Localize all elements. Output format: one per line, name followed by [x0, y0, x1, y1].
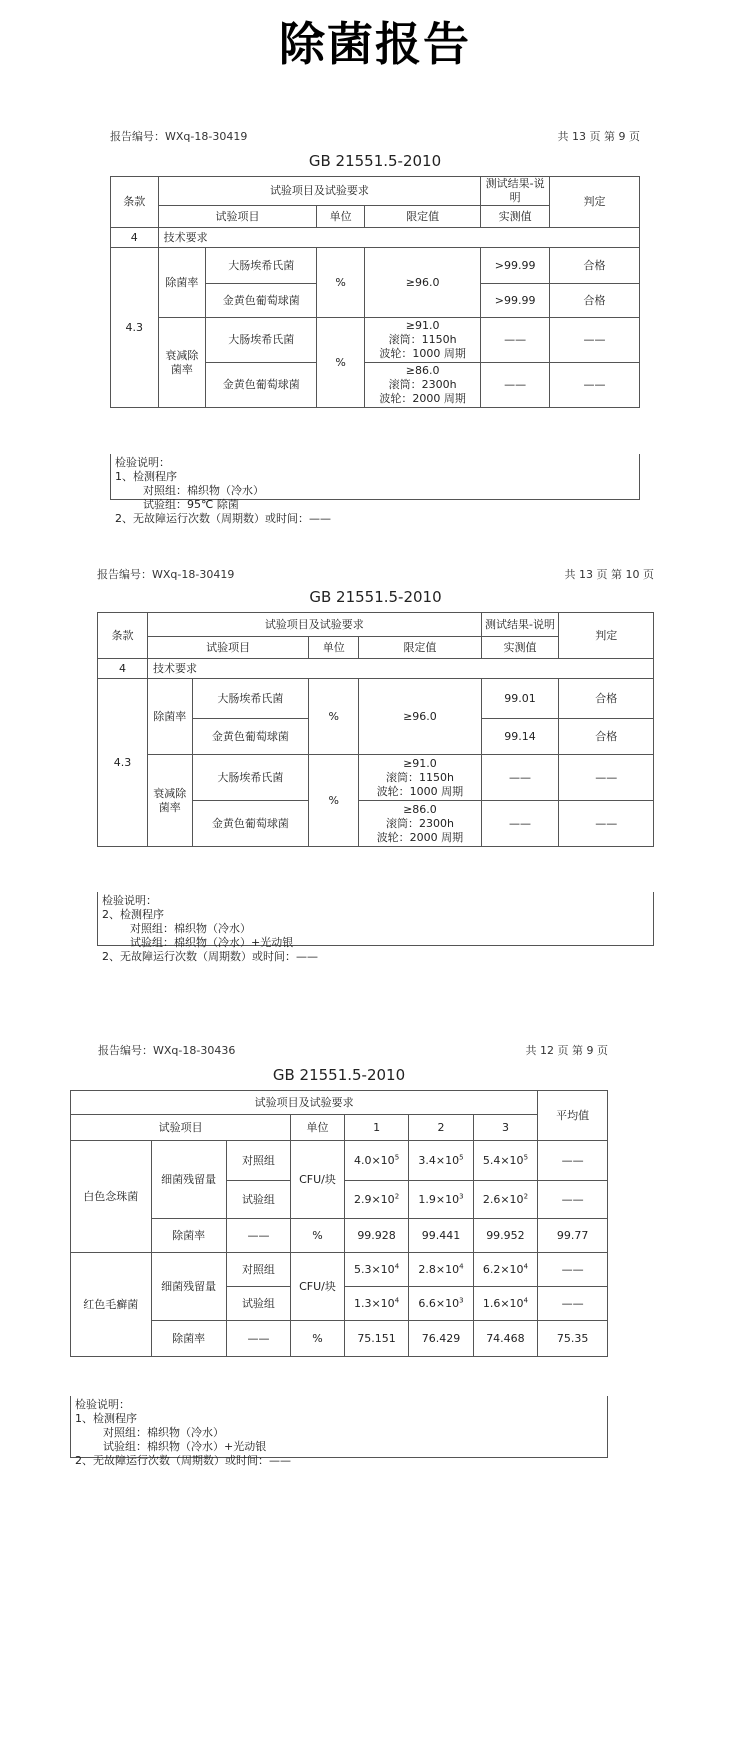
- clause-4-3: 4.3: [98, 679, 148, 847]
- average-dash: ——: [538, 1181, 608, 1219]
- header-item: 试验项目: [148, 637, 309, 659]
- value-base: 2.8×10: [418, 1262, 460, 1276]
- judgement-dash: ——: [559, 801, 654, 847]
- staph-label: 金黄色葡萄球菌: [206, 363, 317, 408]
- value-exponent: 4: [523, 1261, 529, 1270]
- organism-candida: 白色念珠菌: [71, 1141, 152, 1253]
- ecoli-label: 大肠埃希氏菌: [206, 318, 317, 363]
- notes-line: 试验组：95℃ 除菌: [143, 498, 239, 511]
- value-base: 2.6×10: [482, 1192, 524, 1206]
- value-exponent: 5: [394, 1152, 400, 1161]
- header-item: 试验项目: [158, 206, 317, 228]
- header-result: 测试结果-说明: [481, 177, 550, 206]
- limit-line: 波轮：1000 周期: [376, 784, 464, 798]
- control-value-1: [344, 1141, 408, 1181]
- page-info: 共 13 页 第 10 页: [564, 568, 654, 581]
- judgement-staph: 合格: [550, 284, 640, 318]
- notes-line: 试验组：棉织物（冷水）+光动银: [103, 1440, 267, 1453]
- notes-line: 1、检测程序: [115, 470, 177, 483]
- test-value-1: [344, 1287, 408, 1321]
- ecoli-label: 大肠埃希氏菌: [192, 679, 309, 719]
- measured-dash: ——: [481, 755, 559, 801]
- limit-drum-1150: [364, 318, 480, 363]
- limit-drum-2300: [359, 801, 481, 847]
- value-exponent: 4: [459, 1261, 464, 1270]
- header-items-requirements: 试验项目及试验要求: [148, 613, 482, 637]
- header-judgement: 判定: [550, 177, 640, 228]
- value-exponent: 2: [394, 1191, 400, 1200]
- header-judgement: 判定: [559, 613, 654, 659]
- measured-dash: ——: [481, 801, 559, 847]
- value-exponent: 3: [459, 1295, 464, 1304]
- value-base: 5.3×10: [353, 1262, 395, 1276]
- tech-requirements: 技术要求: [158, 228, 639, 248]
- unit-cfu: CFU/块: [291, 1253, 345, 1321]
- ecoli-label: 大肠埃希氏菌: [192, 755, 309, 801]
- test-value-2: [409, 1287, 473, 1321]
- unit-percent: %: [309, 679, 359, 755]
- measured-ecoli: >99.99: [481, 248, 550, 284]
- notes-line: 2、检测程序: [102, 908, 164, 921]
- unit-percent: %: [309, 755, 359, 847]
- measured-ecoli: 99.01: [481, 679, 559, 719]
- test-value-2: [409, 1181, 473, 1219]
- report-number: 报告编号：WXq-18-30436: [98, 1044, 236, 1057]
- standard-code: GB 21551.5-2010: [309, 588, 442, 606]
- report-2: [97, 566, 654, 963]
- value-base: 4.0×10: [353, 1153, 395, 1167]
- removal-dash: ——: [226, 1219, 290, 1253]
- limit-line: ≥91.0: [403, 756, 437, 770]
- removal-value-2: 76.429: [409, 1321, 473, 1357]
- decay-removal-label: 衰减除菌率: [148, 755, 192, 847]
- staph-label: 金黄色葡萄球菌: [206, 284, 317, 318]
- clause-4: 4: [98, 659, 148, 679]
- limit-value: ≥96.0: [359, 679, 481, 755]
- removal-value-3: 99.952: [473, 1219, 537, 1253]
- judgement-ecoli: 合格: [550, 248, 640, 284]
- average-dash: ——: [538, 1141, 608, 1181]
- standard-code: GB 21551.5-2010: [272, 1066, 406, 1084]
- value-base: 2.9×10: [353, 1192, 395, 1206]
- page-info: 共 13 页 第 9 页: [557, 130, 640, 143]
- control-value-1: [344, 1253, 408, 1287]
- measured-staph: >99.99: [481, 284, 550, 318]
- value-exponent: 3: [459, 1191, 464, 1200]
- value-exponent: 5: [523, 1152, 529, 1161]
- removal-value-1: 99.928: [344, 1219, 408, 1253]
- removal-value-3: 74.468: [473, 1321, 537, 1357]
- measured-dash: ——: [481, 363, 550, 408]
- clause-4: 4: [111, 228, 159, 248]
- value-base: 5.4×10: [482, 1153, 524, 1167]
- value-exponent: 4: [394, 1261, 400, 1270]
- judgement-ecoli: 合格: [559, 679, 654, 719]
- value-base: 6.2×10: [482, 1262, 524, 1276]
- removal-rate-label: 除菌率: [151, 1321, 226, 1357]
- inspection-notes: [110, 454, 640, 525]
- notes-line: 1、检测程序: [75, 1412, 137, 1425]
- header-result: 测试结果-说明: [481, 613, 559, 637]
- test-value-3: [473, 1181, 537, 1219]
- header-clause: 条款: [98, 613, 148, 659]
- measured-staph: 99.14: [481, 719, 559, 755]
- notes-line: 对照组：棉织物（冷水）: [143, 484, 264, 497]
- value-base: 1.3×10: [353, 1296, 395, 1310]
- removal-rate-label: 除菌率: [151, 1219, 226, 1253]
- value-base: 3.4×10: [418, 1153, 460, 1167]
- header-items-requirements: 试验项目及试验要求: [71, 1091, 538, 1115]
- unit-percent: %: [291, 1321, 345, 1357]
- notes-line: 试验组：棉织物（冷水）+光动银: [130, 936, 294, 949]
- header-unit: 单位: [291, 1115, 345, 1141]
- value-exponent: 4: [523, 1295, 529, 1304]
- test-value-1: [344, 1181, 408, 1219]
- removal-rate-label: 除菌率: [148, 679, 192, 755]
- organism-trichophyton: 红色毛癣菌: [71, 1253, 152, 1357]
- limit-line: ≥86.0: [405, 364, 440, 377]
- limit-value: ≥96.0: [364, 248, 480, 318]
- header-unit: 单位: [317, 206, 365, 228]
- unit-percent: %: [317, 248, 365, 318]
- limit-line: 滚筒：2300h: [385, 816, 454, 830]
- removal-average: 75.35: [538, 1321, 608, 1357]
- removal-value-1: 75.151: [344, 1321, 408, 1357]
- value-base: 1.9×10: [418, 1192, 460, 1206]
- average-dash: ——: [538, 1253, 608, 1287]
- limit-line: 波轮：2000 周期: [379, 392, 466, 405]
- judgement-staph: 合格: [559, 719, 654, 755]
- value-exponent: 5: [459, 1152, 464, 1161]
- inspection-notes: [70, 1396, 608, 1467]
- control-group-label: 对照组: [226, 1141, 290, 1181]
- limit-line: 波轮：1000 周期: [379, 347, 466, 360]
- limit-line: 滚筒：1150h: [385, 770, 454, 784]
- notes-heading: 检验说明：: [115, 456, 170, 469]
- removal-rate-label: 除菌率: [158, 248, 206, 318]
- notes-heading: 检验说明：: [102, 894, 157, 907]
- header-unit: 单位: [309, 637, 359, 659]
- staph-label: 金黄色葡萄球菌: [192, 801, 309, 847]
- inspection-notes: [97, 892, 654, 963]
- test-value-3: [473, 1287, 537, 1321]
- limit-line: ≥86.0: [403, 802, 437, 816]
- residual-label: 细菌残留量: [151, 1253, 226, 1321]
- report-1: [110, 128, 640, 525]
- unit-cfu: CFU/块: [291, 1141, 345, 1219]
- value-base: 6.6×10: [418, 1296, 460, 1310]
- header-measured: 实测值: [481, 206, 550, 228]
- test-group-label: 试验组: [226, 1181, 290, 1219]
- bacteria-table: [70, 1090, 608, 1357]
- value-exponent: 4: [394, 1295, 400, 1304]
- judgement-dash: ——: [550, 318, 640, 363]
- header-trial-3: 3: [473, 1115, 537, 1141]
- notes-line: 对照组：棉织物（冷水）: [130, 922, 251, 935]
- header-trial-2: 2: [409, 1115, 473, 1141]
- standard-code: GB 21551.5-2010: [308, 152, 442, 170]
- header-limit: 限定值: [359, 637, 481, 659]
- notes-line: 对照组：棉织物（冷水）: [103, 1426, 224, 1439]
- header-measured: 实测值: [481, 637, 559, 659]
- removal-dash: ——: [226, 1321, 290, 1357]
- header-average: 平均值: [538, 1091, 608, 1141]
- limit-drum-2300: [364, 363, 480, 408]
- control-group-label: 对照组: [226, 1253, 290, 1287]
- notes-line: 2、无故障运行次数（周期数）或时间：——: [75, 1454, 291, 1467]
- header-clause: 条款: [111, 177, 159, 228]
- decay-removal-label: 衰减除菌率: [158, 318, 206, 408]
- average-dash: ——: [538, 1287, 608, 1321]
- judgement-dash: ——: [559, 755, 654, 801]
- notes-line: 2、无故障运行次数（周期数）或时间：——: [115, 512, 331, 525]
- residual-label: 细菌残留量: [151, 1141, 226, 1219]
- notes-heading: 检验说明：: [75, 1398, 130, 1411]
- removal-average: 99.77: [538, 1219, 608, 1253]
- staph-label: 金黄色葡萄球菌: [192, 719, 309, 755]
- value-base: 1.6×10: [482, 1296, 524, 1310]
- removal-value-2: 99.441: [409, 1219, 473, 1253]
- limit-line: 滚筒：1150h: [388, 333, 457, 346]
- value-exponent: 2: [523, 1191, 529, 1200]
- unit-percent: %: [317, 318, 365, 408]
- header-trial-1: 1: [344, 1115, 408, 1141]
- report-number: 报告编号：WXq-18-30419: [110, 130, 248, 143]
- control-value-2: [409, 1141, 473, 1181]
- tech-requirements: 技术要求: [148, 659, 654, 679]
- ecoli-label: 大肠埃希氏菌: [206, 248, 317, 284]
- limit-drum-1150: [359, 755, 481, 801]
- control-value-2: [409, 1253, 473, 1287]
- control-value-3: [473, 1141, 537, 1181]
- report-number: 报告编号：WXq-18-30419: [97, 568, 235, 581]
- clause-4-3: 4.3: [111, 248, 159, 408]
- page-info: 共 12 页 第 9 页: [525, 1044, 608, 1057]
- control-value-3: [473, 1253, 537, 1287]
- notes-line: 2、无故障运行次数（周期数）或时间：——: [102, 950, 318, 963]
- judgement-dash: ——: [550, 363, 640, 408]
- report-3: [70, 1042, 608, 1467]
- measured-dash: ——: [481, 318, 550, 363]
- limit-line: 滚筒：2300h: [388, 378, 457, 391]
- test-table: [97, 612, 654, 847]
- limit-line: ≥91.0: [405, 319, 440, 332]
- limit-line: 波轮：2000 周期: [376, 830, 464, 844]
- test-table: [110, 176, 640, 408]
- header-item: 试验项目: [71, 1115, 291, 1141]
- header-items-requirements: 试验项目及试验要求: [158, 177, 481, 206]
- unit-percent: %: [291, 1219, 345, 1253]
- test-group-label: 试验组: [226, 1287, 290, 1321]
- page-title: 除菌报告: [279, 17, 471, 71]
- header-limit: 限定值: [364, 206, 480, 228]
